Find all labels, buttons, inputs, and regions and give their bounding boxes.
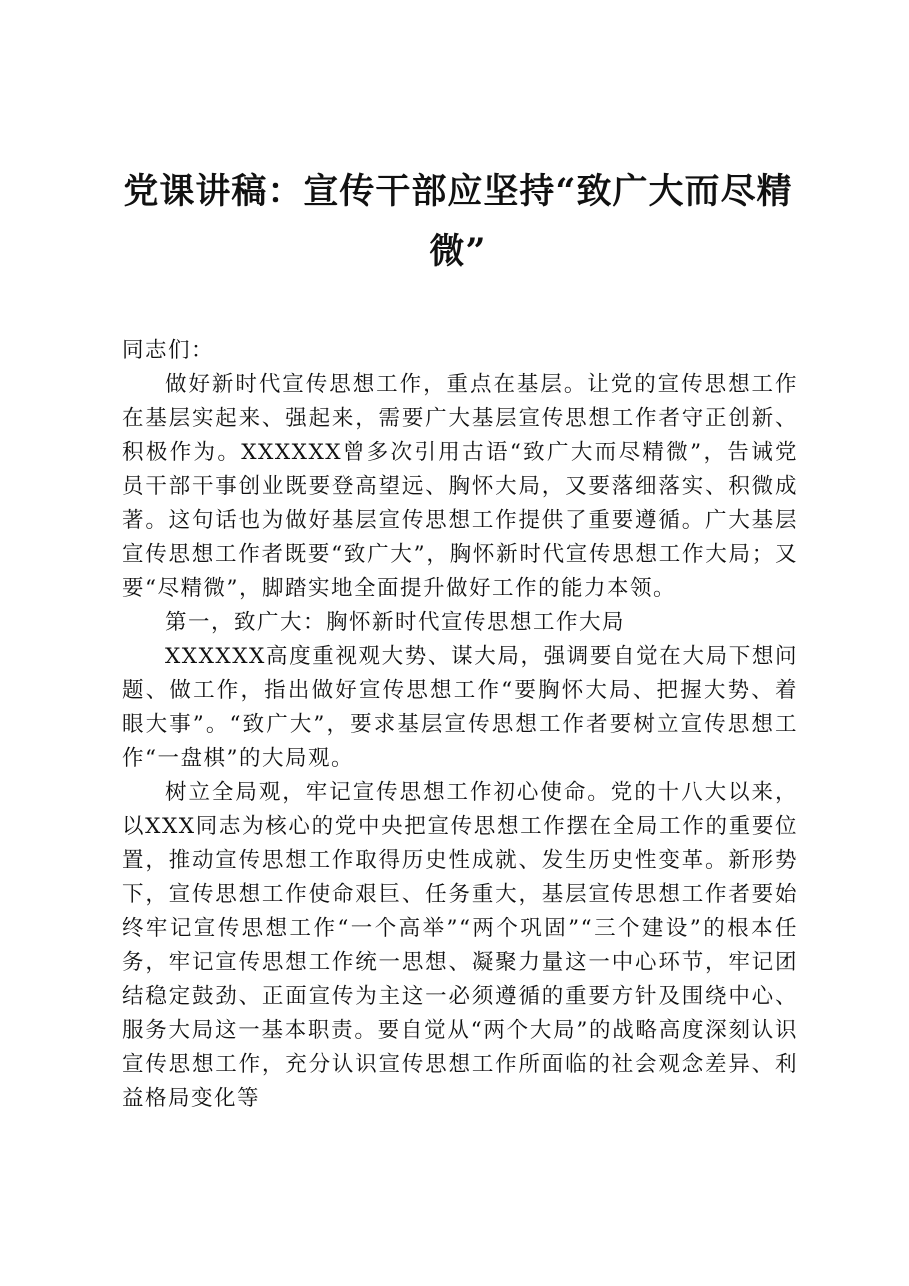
salutation: 同志们： (122, 338, 215, 363)
section-heading-1: 第一，致广大：胸怀新时代宣传思想工作大局 (165, 610, 626, 635)
paragraph-intro: 做好新时代宣传思想工作，重点在基层。让党的宣传思想工作在基层实起来、强起来，需要广大基层宣传思想工作者守正创新、积极作为。XXXXXX曾多次引用古语“致广大而尽精微”，告诫党员干部干事创业既要登高望远、胸怀大局，又要落细落实、积微成著。这句话也为做好基层宣传思想工作提供了重要遵循。广大基层宣传思想工作者既要“致广大”，胸怀新时代宣传思想工作大局；又要“尽精微”，脚踏实地全面提升做好工作的能力本领。 (122, 372, 798, 601)
paragraph-section-1-overview: XXXXXX高度重视观大势、谋大局，强调要自觉在大局下想问题、做工作，指出做好宣传思想工作“要胸怀大局、把握大势、着眼大事”。“致广大”，要求基层宣传思想工作者要树立宣传思想工作“一盘棋”的大局观。 (122, 644, 798, 771)
document-body (122, 334, 798, 1116)
title-line-1: 党课讲稿：宣传干部应坚持“致广大而尽精 (123, 171, 793, 212)
title-line-2: 微” (429, 231, 487, 272)
paragraph-global-view: 树立全局观，牢记宣传思想工作初心使命。党的十八大以来，以XXX同志为核心的党中央把宣传思想工作摆在全局工作的重要位置，推动宣传思想工作取得历史性成就、发生历史性变革。新形势下，宣传思想工作使命艰巨、任务重大，基层宣传思想工作者要始终牢记宣传思想工作“一个高举”“两个巩固”“三个建设”的根本任务，牢记宣传思想工作统一思想、凝聚力量这一中心环节，牢记团结稳定鼓劲、正面宣传为主这一必须遵循的重要方针及围绕中心、服务大局这一基本职责。要自觉从“两个大局”的战略高度深刻认识宣传思想工作，充分认识宣传思想工作所面临的社会观念差异、利益格局变化等 (122, 780, 798, 1111)
document-title (120, 162, 796, 282)
